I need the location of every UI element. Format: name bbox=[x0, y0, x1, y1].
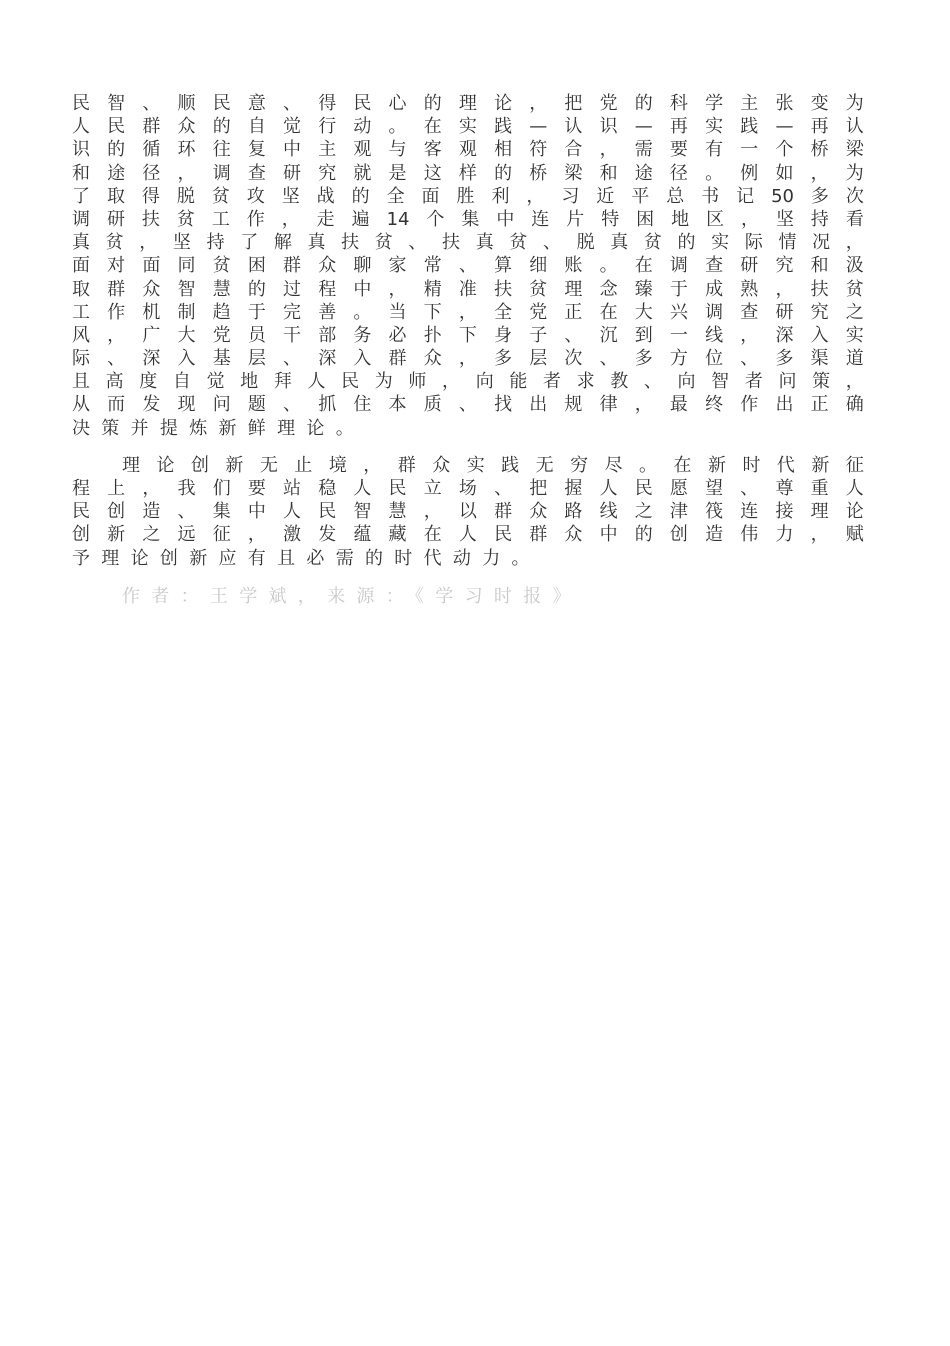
text-line: 予理论创新应有且必需的时代动力。 bbox=[72, 547, 541, 569]
text-line: 工 作 机 制 趋 于 完 善 。 当 下 ， 全 党 正 在 大 兴 调 查 研 究 之 bbox=[72, 301, 864, 323]
text-line: 调 研 扶 贫 工 作 ， 走 遍 14 个 集 中 连 片 特 困 地 区 ， 坚 持 看 bbox=[72, 208, 864, 230]
article-body bbox=[72, 92, 864, 608]
text-line: 际 、 深 入 基 层 、 深 入 群 众 ， 多 层 次 、 多 方 位 、 多 渠 道 bbox=[72, 348, 864, 370]
text-line: 真 贫 ， 坚 持 了 解 真 扶 贫 、 扶 真 贫 、 脱 真 贫 的 实 际 情 况 ， bbox=[72, 232, 864, 254]
text-line: 且 高 度 自 觉 地 拜 人 民 为 师 ， 向 能 者 求 教 、 向 智 者 问 策 ， bbox=[72, 371, 864, 393]
text-line: 创 新 之 远 征 ， 激 发 蕴 藏 在 人 民 群 众 中 的 创 造 伟 力 ， 赋 bbox=[72, 524, 864, 546]
byline: 作者：王学斌，来源：《学习时报》 bbox=[122, 585, 582, 607]
text-line: 了 取 得 脱 贫 攻 坚 战 的 全 面 胜 利 ， 习 近 平 总 书 记 50 多 次 bbox=[72, 185, 864, 207]
text-line: 风 ， 广 大 党 员 干 部 务 必 扑 下 身 子 、 沉 到 一 线 ， 深 入 实 bbox=[72, 324, 864, 346]
text-line: 取 群 众 智 慧 的 过 程 中 ， 精 准 扶 贫 理 念 臻 于 成 熟 ， 扶 贫 bbox=[72, 278, 864, 300]
text-line: 识 的 循 环 往 复 中 主 观 与 客 观 相 符 合 ， 需 要 有 一 个 桥 梁 bbox=[72, 139, 864, 161]
text-line: 和 途 径 ， 调 查 研 究 就 是 这 样 的 桥 梁 和 途 径 。 例 如 ， 为 bbox=[72, 162, 864, 184]
text-line: 面 对 面 同 贫 困 群 众 聊 家 常 、 算 细 账 。 在 调 查 研 究 和 汲 bbox=[72, 255, 864, 277]
paragraph-2 bbox=[72, 454, 864, 570]
paragraph-1 bbox=[72, 92, 864, 440]
text-line: 从 而 发 现 问 题 、 抓 住 本 质 、 找 出 规 律 ， 最 终 作 出 正 确 bbox=[72, 394, 864, 416]
text-line: 民 智 、 顺 民 意 、 得 民 心 的 理 论 ， 把 党 的 科 学 主 张 变 为 bbox=[72, 93, 864, 114]
text-line: 民 创 造 、 集 中 人 民 智 慧 ， 以 群 众 路 线 之 津 筏 连 接 理 论 bbox=[72, 501, 864, 523]
text-line: 人 民 群 众 的 自 觉 行 动 。 在 实 践 — 认 识 — 再 实 践 — 再 认 bbox=[72, 116, 864, 138]
text-line: 程 上 ， 我 们 要 站 稳 人 民 立 场 、 把 握 人 民 愿 望 、 尊 重 人 bbox=[72, 478, 864, 499]
text-line: 决策并提炼新鲜理论。 bbox=[72, 417, 365, 439]
text-line: 理 论 创 新 无 止 境 ， 群 众 实 践 无 穷 尽 。 在 新 时 代 新 征 bbox=[122, 454, 864, 476]
